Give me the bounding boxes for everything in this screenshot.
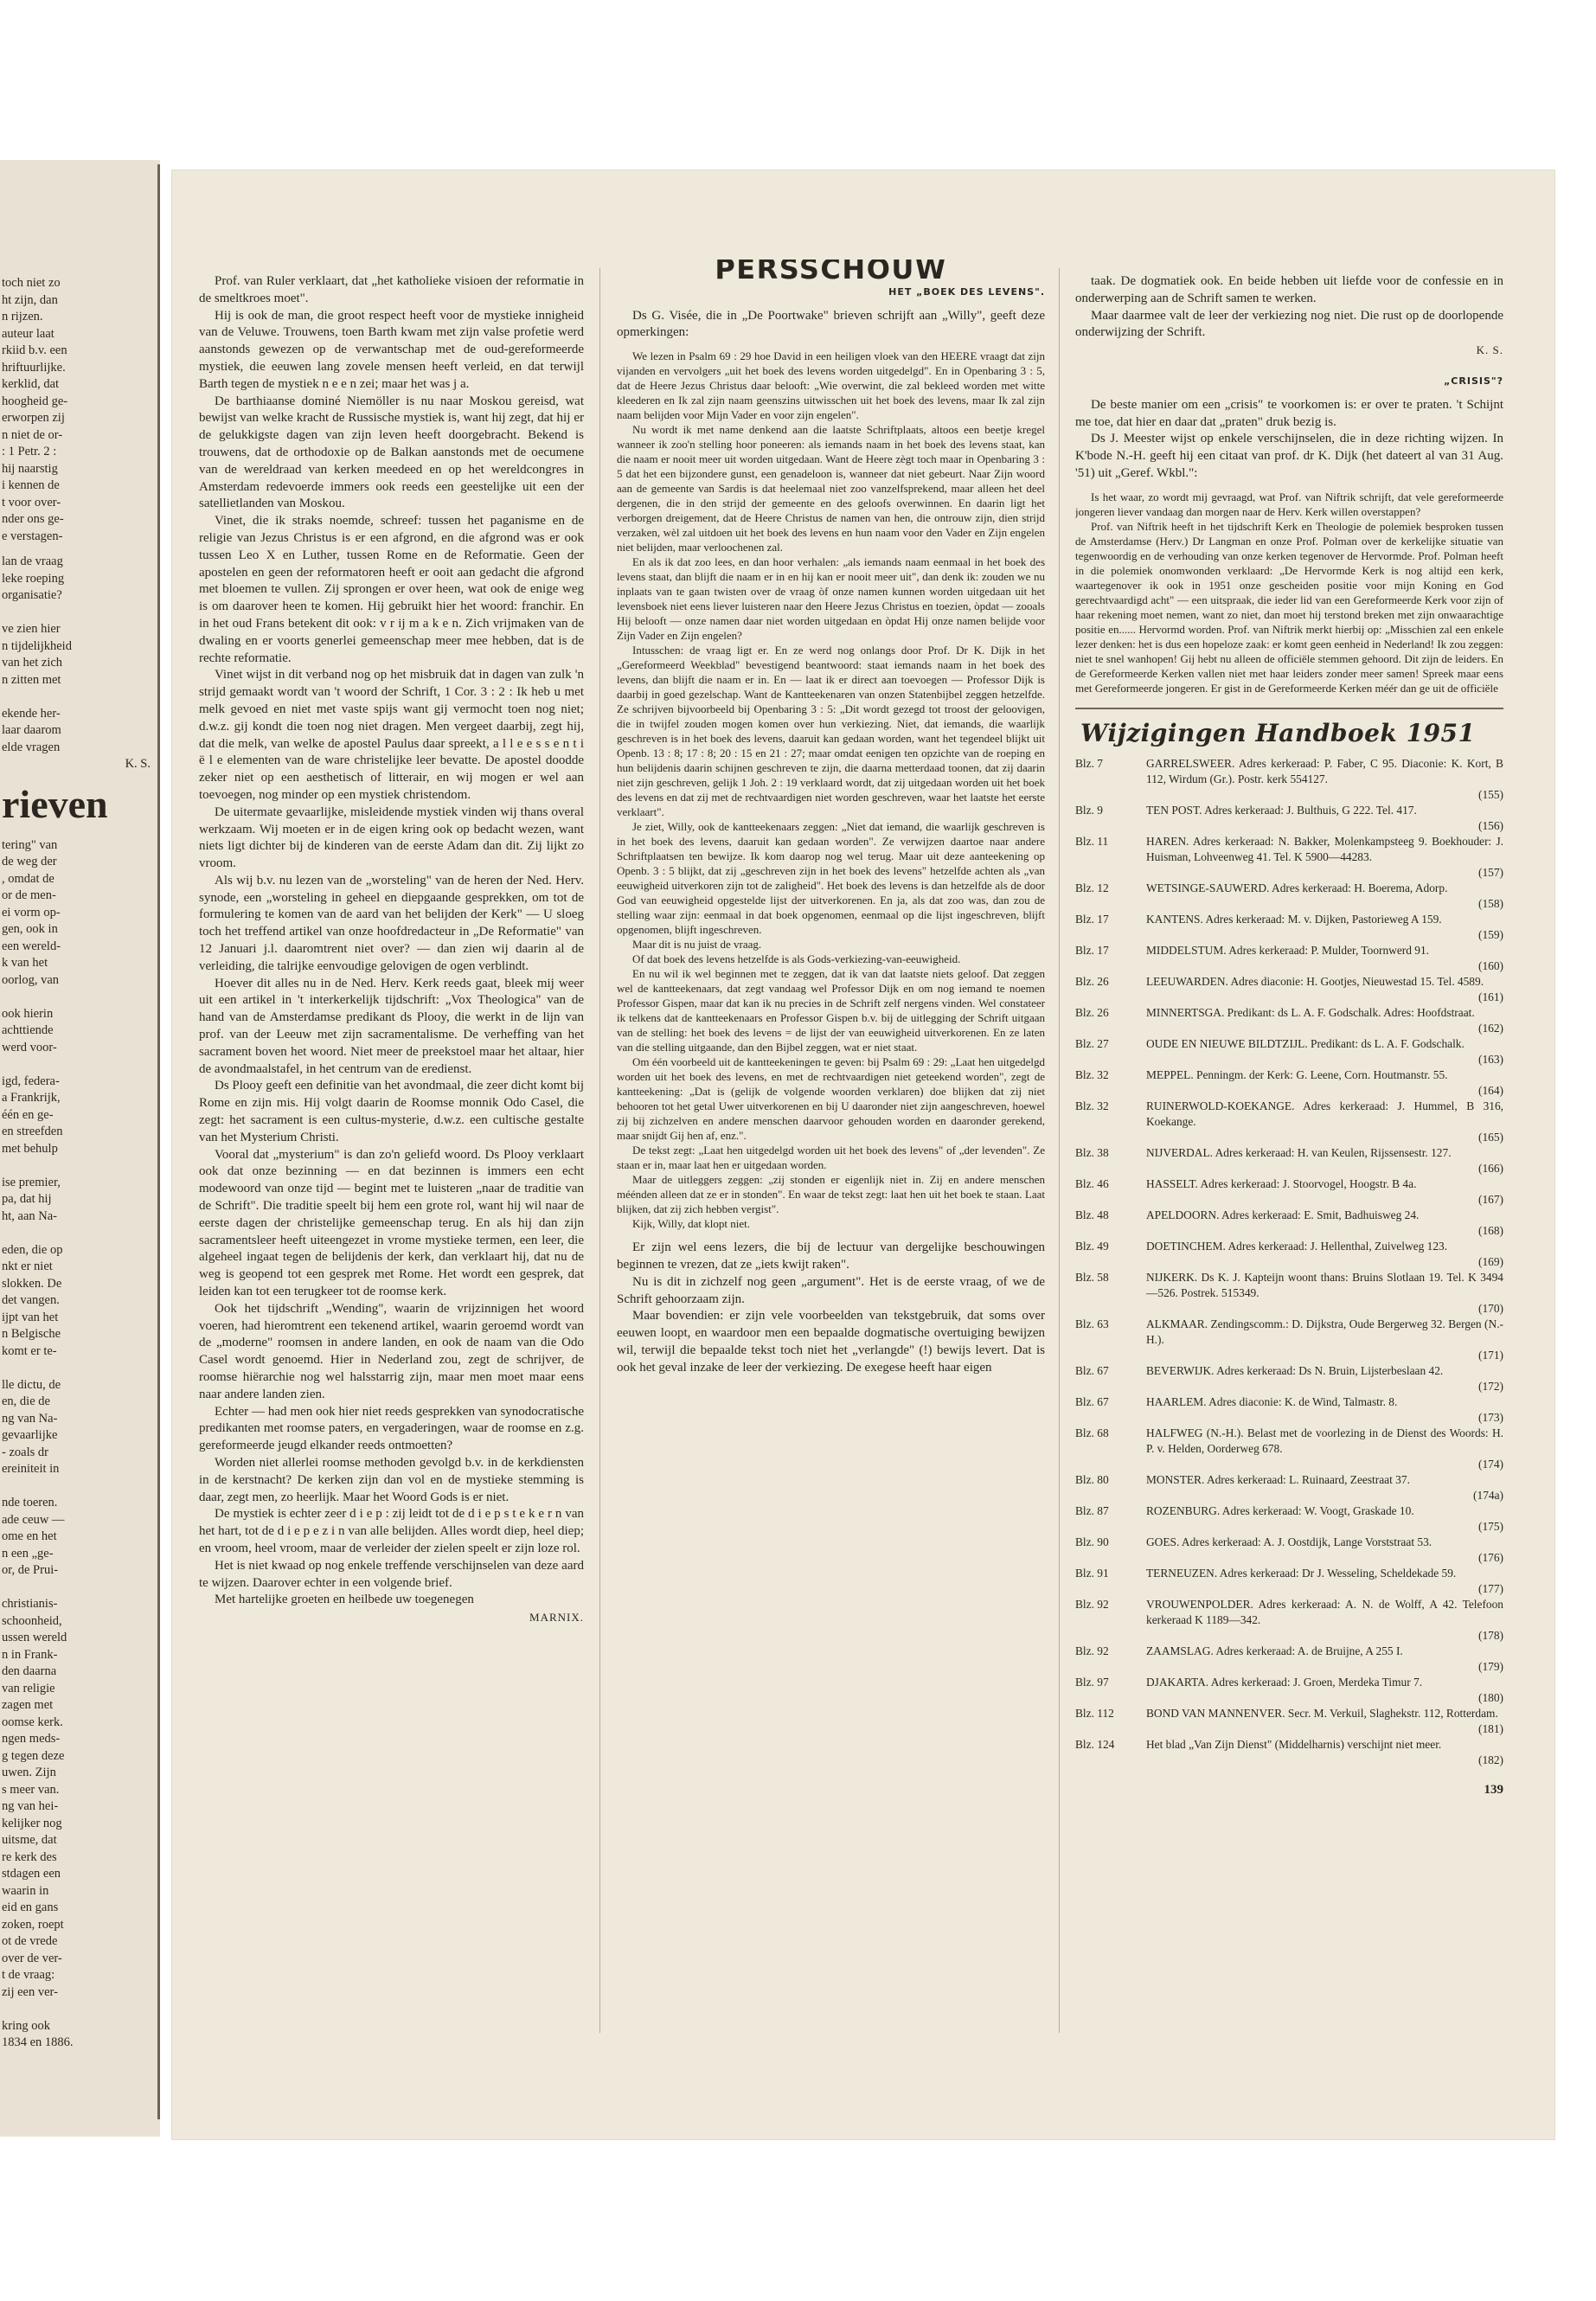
- previous-page-fragment: [2, 275, 151, 2057]
- crisis-text: [1075, 397, 1503, 483]
- entry-text-block: [1146, 1503, 1503, 1535]
- entry-text-block: [1146, 1099, 1503, 1145]
- entry-number: (177): [1477, 1581, 1503, 1595]
- entry-page-ref: Blz. 17: [1075, 912, 1109, 926]
- quote-paragraph: En nu wil ik wel beginnen met te zeggen, dat ik van dat laatste niets geloof. Dat zeggen wel de kantteekenaars, dat zegt vandaag wel Professor Dijk en om nog iemand te noemen Professor Gispen, maar dat kan ik nu precies in de Schrift zelf nergens vinden. Wel constateer ik telkens dat de kantteekenaars en Professor Gispen b.v. bij de uitlegging der Schrift uitgaan van de stelling: het boek des levens = de lijst der van eeuwigheid uitverkorenen. En ze laten van die stelling uitgaande, dan den Bijbel zeggen, wat er niet staat.: [617, 967, 1045, 1054]
- entry-text-block: [1146, 1675, 1503, 1706]
- entry-number: (158): [1477, 896, 1503, 910]
- handboek-entry: [1075, 1472, 1503, 1503]
- handboek-entry: [1075, 912, 1503, 943]
- entry-text: MEPPEL. Penningm. der Kerk: G. Leene, Corn. Houtmanstr. 55.: [1146, 1067, 1448, 1081]
- entry-page-ref: Blz. 68: [1075, 1426, 1109, 1439]
- handboek-entry: [1075, 881, 1503, 912]
- entry-text-block: [1146, 803, 1503, 834]
- entry-page-ref: Blz. 58: [1075, 1270, 1109, 1284]
- crisis-paragraph: De beste manier om een „crisis" te voorkomen is: er over te praten. 't Schijnt me toe, dat hier en daar dat „praten" druk bezig is.: [1075, 397, 1503, 429]
- quote-paragraph: Je ziet, Willy, ook de kantteekenaars zeggen: „Niet dat iemand, die waarlijk geschreven is in het boek des levens, daaruit kan gedaan worden". Ze verwijzen daartoe naar andere Schriftplaatsen ten bewijze. Ik kom daarop nog wel terug. Maar uit deze aanteekening op Openb. 3 : 5 blijkt, dat zij „geschreven zijn in het boek des levens" hetzelfde achten als „van eeuwigheid uitverkoren zijn tot de zaligheid". Het boek des levens is dan hetzelfde als de door God van eeuwigheid opgestelde lijst der uitverkorenen. En ja, als dat zoo was, dan zou de stelling waar zijn: eenmaal in dat boek opgenomen, eenmaal op die lijst ingeschreven, blijft opgenomen, blijft ingeschreven.: [617, 820, 1045, 937]
- entry-text: LEEUWARDEN. Adres diaconie: H. Gootjes, Nieuwestad 15. Tel. 4589.: [1146, 974, 1484, 988]
- entry-page-ref: Blz. 32: [1075, 1099, 1109, 1112]
- persschouw-paragraph: Maar bovendien: er zijn vele voorbeelden van tekstgebruik, dat soms over eeuwen loopt, en waardoor men een bepaalde dogmatische overtuiging bewijzen wil, terwijl die bepaalde tekst toch niet het „verlangde" (!) bewijs levert. Dat is ook het geval inzake de leer der verkiezing. De exegese heeft haar eigen: [617, 1309, 1045, 1375]
- entry-page-ref: Blz. 87: [1075, 1503, 1109, 1517]
- entry-number: (173): [1477, 1410, 1503, 1424]
- entry-text: HAARLEM. Adres diaconie: K. de Wind, Talmastr. 8.: [1146, 1394, 1398, 1408]
- entry-number: (178): [1477, 1628, 1503, 1642]
- section-separator: [1075, 708, 1503, 709]
- handboek-entry: [1075, 1067, 1503, 1099]
- handboek-entry: [1075, 1644, 1503, 1675]
- persschouw-headline: PERSSCHOUW: [715, 260, 947, 285]
- letter-paragraph: De mystiek is echter zeer d i e p : zij leidt tot de d i e p s t e k e r n van het hart, tot de d i e p e z i n van alle belijden. Alles wordt diep, heel diep; en vroom, heel vroom, maar de verleider der zielen speelt er zijn loze rol.: [199, 1507, 584, 1555]
- fragment-section-heading: rieven: [2, 781, 108, 826]
- entry-text: HASSELT. Adres kerkeraad: J. Stoorvogel, Hoogstr. B 4a.: [1146, 1176, 1417, 1190]
- entry-text: DJAKARTA. Adres kerkeraad: J. Groen, Merdeka Timur 7.: [1146, 1675, 1423, 1689]
- entry-page-ref: Blz. 46: [1075, 1176, 1109, 1190]
- entry-page-ref: Blz. 124: [1075, 1737, 1115, 1751]
- entry-number: (160): [1477, 958, 1503, 972]
- entry-page-ref: Blz. 48: [1075, 1208, 1109, 1221]
- entry-text-block: [1146, 1145, 1503, 1176]
- handboek-entry: [1075, 1675, 1503, 1706]
- column-rule: [599, 268, 600, 2033]
- entry-page-ref: Blz. 49: [1075, 1239, 1109, 1253]
- entry-page-ref: Blz. 90: [1075, 1535, 1109, 1548]
- persschouw-after: [617, 1240, 1045, 1376]
- entry-number: (164): [1477, 1083, 1503, 1097]
- entry-number: (168): [1477, 1223, 1503, 1237]
- quote-paragraph: De tekst zegt: „Laat hen uitgedelgd worden uit het boek des levens" of „der levenden". Ze staan er in, maar laat hen er uitgedaan worden.: [617, 1144, 1045, 1172]
- col3-paragraph: Maar daarmee valt de leer der verkiezing nog niet. Die rust op de doorlopende onderwijzing der Schrift.: [1075, 308, 1503, 340]
- entry-text-block: [1146, 1005, 1503, 1036]
- handboek-entry: [1075, 1363, 1503, 1394]
- letter-paragraph: Worden niet allerlei roomse methoden gevolgd b.v. in de kerkdiensten in de kerstnacht? De kerken zijn dan vol en de mystieke stemming is daar, zegt men, zo heerlijk. Maar het Woord Gods is er niet.: [199, 1455, 584, 1504]
- entry-text: GOES. Adres kerkeraad: A. J. Oostdijk, Lange Vorststraat 53.: [1146, 1535, 1433, 1548]
- entry-text: HALFWEG (N.-H.). Belast met de voorlezing in de Dienst des Woords: H. P. v. Helden, Oorderweg 678.: [1146, 1426, 1503, 1455]
- entry-text: HAREN. Adres kerkeraad: N. Bakker, Molenkampsteeg 9. Boekhouder: J. Huisman, Lohveenweg 41. Tel. K 5900—44283.: [1146, 834, 1503, 863]
- entry-number: (166): [1477, 1161, 1503, 1175]
- entry-text: BEVERWIJK. Adres kerkeraad: Ds N. Bruin, Lijsterbeslaan 42.: [1146, 1363, 1444, 1377]
- letter-paragraph: Vinet wijst in dit verband nog op het misbruik dat in dagen van zulk 'n strijd gemaakt wordt van 't woord der Schrift, 1 Cor. 3 : 2 : Ik heb u met melk gevoed en niet met vaste spijs want gij vermocht toen nog niet; d.w.z. gij kondt die toen nog niet dragen. Men vergeet daarbij, zegt hij, dat die melk, van welke de apostel Paulus daar spreekt, a l l e e s s e n t i ë l e elementen van de ware christelijke leer bevatte. De apostel doodde zeker niet op een aesthetisch of litterair, en wij mogen er wel aan toevoegen, nog minder op een mystiek christendom.: [199, 668, 584, 802]
- letter-paragraph: Het is niet kwaad op nog enkele treffende verschijnselen van deze aard te wijzen. Daarover echter in een volgende brief.: [199, 1558, 584, 1590]
- fragment-signature: K. S.: [125, 757, 151, 771]
- entry-text: Het blad „Van Zijn Dienst" (Middelharnis) verschijnt niet meer.: [1146, 1737, 1442, 1751]
- handboek-entry: [1075, 943, 1503, 974]
- entry-text: ROZENBURG. Adres kerkeraad: W. Voogt, Graskade 10.: [1146, 1503, 1414, 1517]
- column-1-letter: [199, 273, 584, 2047]
- quote-paragraph: We lezen in Psalm 69 : 29 hoe David in een heiligen vloek van den HEERE vraagt dat zijn vijanden en vervolgers „uit het boek des levens worden uitgedelgd". En in Openbaring 3 : 5, dat de Heere Jezus Christus daar belooft: „Wie overwint, die zal bekleed worden met witte kleederen en Ik zal zijn naam geenszins uitwisschen uit het boek des levens, maar Ik zal zijn naam belijden voor Mijn Vader en voor zijn engelen".: [617, 349, 1045, 422]
- entry-text: TEN POST. Adres kerkeraad: J. Bulthuis, G 222. Tel. 417.: [1146, 803, 1417, 817]
- crisis-quote-paragraph: Is het waar, zo wordt mij gevraagd, wat Prof. van Niftrik schrijft, dat vele gereformeerde jongeren liever vandaag dan morgen naar de Herv. Kerk willen overstappen?: [1075, 490, 1503, 518]
- handboek-entry: [1075, 1597, 1503, 1644]
- entry-page-ref: Blz. 63: [1075, 1317, 1109, 1330]
- entry-page-ref: Blz. 67: [1075, 1394, 1109, 1408]
- entry-text: KANTENS. Adres kerkeraad: M. v. Dijken, Pastorieweg A 159.: [1146, 912, 1442, 926]
- entry-number: (176): [1477, 1550, 1503, 1564]
- entry-text-block: [1146, 756, 1503, 803]
- entry-text-block: [1146, 1426, 1503, 1472]
- handboek-entry: [1075, 1426, 1503, 1472]
- letter-paragraph: De barthiaanse dominé Niemöller is nu naar Moskou gereisd, wat bewijst van welke kracht de Russische mystiek is, want hij zegt, dat hij er de gelukkigste dagen van zijn leven heeft doorgebracht. Bekend is trouwens, dat de orthodoxie op de Balkan aanstonds met de oecumene van de wereldraad van kerken meedeed en op het wereldcongres in Amsterdam redevoerde immers ook reeds een geestelijke uit een der satellietlanden van Moskou.: [199, 394, 584, 511]
- entry-text: GARRELSWEER. Adres kerkeraad: P. Faber, C 95. Diaconie: K. Kort, B 112, Wirdum (Gr.). Postr. kerk 554127.: [1146, 756, 1503, 785]
- entry-number: (181): [1477, 1721, 1503, 1735]
- entry-text: APELDOORN. Adres kerkeraad: E. Smit, Badhuisweg 24.: [1146, 1208, 1420, 1221]
- entry-text-block: [1146, 1394, 1503, 1426]
- handboek-entry: [1075, 1317, 1503, 1363]
- entry-text-block: [1146, 1317, 1503, 1363]
- entry-number: (162): [1477, 1021, 1503, 1035]
- quote-paragraph: Intusschen: de vraag ligt er. En ze werd nog onlangs door Prof. Dr K. Dijk in het „Gereformeerd Weekblad" bevestigend beantwoord: staat iemands naam in het boek des levens, dan blijft die naam er in. En — laat ik er direct aan toevoegen — Professor Dijk is daarbij in goed gezelschap. Want de Kantteekenaren van onzen Statenbijbel zeggen hetzelfde. Ze schrijven bijvoorbeeld bij Openbaring 3 : 5: „Dit wordt gezegd tot troost der geloovigen, die in twijfel zouden mogen komen over hun verkiezing. Niet, dat iemands, die waarlijk geschreven is in het boek des levens, daaruit kan gedaan worden, want het tegendeel blijkt uit Openb. 13 : 8; 17 : 8; 20 : 15 en 21 : 27; maar omdat eenigen ten opzichte van de roeping en hun belijdenis daarin schijnen geschreven te zijn, die daarna metterdaad toonen, dat zij daarin niet zijn geschreven, gelijk 1 Joh. 2 : 19 verklaard wordt, dat zij uitgedaan worden uit het boek des levens en dat zij met de rechtvaardigen niet worden geschreven, waar het laatste het eerste verklaart".: [617, 644, 1045, 819]
- handboek-entry: [1075, 1239, 1503, 1270]
- entry-number: (167): [1477, 1192, 1503, 1206]
- fragment-text-top: toch niet zo ht zijn, dan n rijzen. auteur laat rkiid b.v. een hriftuurlijke. kerklid, dat hoogheid ge- erworpen zij n niet de or- : 1 Petr. 2 : hij naarstig i kennen de t voor over- nder ons ge- e verstagen-: [2, 276, 68, 543]
- entry-number: (163): [1477, 1052, 1503, 1066]
- entry-page-ref: Blz. 17: [1075, 943, 1109, 957]
- entry-number: (172): [1477, 1379, 1503, 1393]
- entry-text: MONSTER. Adres kerkeraad: L. Ruinaard, Zeestraat 37.: [1146, 1472, 1410, 1486]
- crisis-paragraph: Ds J. Meester wijst op enkele verschijnselen, die in deze richting wijzen. In K'bode N.-H. geeft hij een citaat van prof. dr K. Dijk (het dateert al van 31 Aug. '51) uit „Geref. Wkbl.":: [1075, 432, 1503, 480]
- persschouw-quote: [617, 349, 1045, 1231]
- entry-text: MINNERTSGA. Predikant: ds L. A. F. Godschalk. Adres: Hoofdstraat.: [1146, 1005, 1475, 1019]
- entry-text-block: [1146, 943, 1503, 974]
- entry-number: (174): [1477, 1457, 1503, 1471]
- entry-text: WETSINGE-SAUWERD. Adres kerkeraad: H. Boerema, Adorp.: [1146, 881, 1448, 894]
- entry-page-ref: Blz. 38: [1075, 1145, 1109, 1159]
- handboek-entry: [1075, 1706, 1503, 1737]
- handboek-entry: [1075, 803, 1503, 834]
- letter-paragraph: Hoever dit alles nu in de Ned. Herv. Kerk reeds gaat, bleek mij weer uit een artikel in 't interkerkelijk tijdschrift: „Vox Theologica" van de hand van de Amsterdamse predikant ds Plooy, die werkt in de lijn van prof. van der Leeuw met zijn sacramentalisme. De verheffing van het sacrament boven het woord. Niet meer de preekstoel maar het altaar, hier de avondmaalstafel, in het centrum van de eredienst.: [199, 976, 584, 1076]
- entry-text: NIJVERDAL. Adres kerkeraad: H. van Keulen, Rijssensestr. 127.: [1146, 1145, 1452, 1159]
- col3-paragraph: taak. De dogmatiek ook. En beide hebben uit liefde voor de confessie en in onderwerping aan de Schrift samen te werken.: [1075, 274, 1503, 305]
- entry-text: OUDE EN NIEUWE BILDTZIJL. Predikant: ds L. A. F. Godschalk.: [1146, 1036, 1465, 1050]
- column-2-persschouw: [617, 260, 1045, 2041]
- entry-text-block: [1146, 1706, 1503, 1737]
- column-rule: [1059, 268, 1060, 2033]
- letter-paragraph: Als wij b.v. nu lezen van de „worsteling" van de heren der Ned. Herv. synode, een „worsteling in geheel en diepgaande gesprekken, om tot de formulering te komen van de aard van het belijden der Kerk" — U sloeg toch het treffend artikel van onze hoofdredacteur in „De Reformatie" van 12 Januari j.l. daaromtrent niet over? — dan zien wij daarin al de verleiding, die talrijke eenvoudige gelovigen de ogen verblindt.: [199, 873, 584, 973]
- handboek-title: Wijzigingen Handboek 1951: [1080, 718, 1476, 747]
- entry-page-ref: Blz. 9: [1075, 803, 1103, 817]
- handboek-entry: [1075, 834, 1503, 881]
- entry-text: MIDDELSTUM. Adres kerkeraad: P. Mulder, Toornwerd 91.: [1146, 943, 1430, 957]
- fragment-text-lower: tering" van de weg der , omdat de or de men- ei vorm op- gen, ook in een wereld- k van het oorlog, van ook hierin achttiende werd voor- igd, federa- a Frankrijk, één en ge- en streefden met behulp ise premier, pa, dat hij ht, aan Na- eden, die op nkt er niet slokken. De det vangen. ijpt van het n Belgische komt er te- lle dictu, de en, die de ng van Na- gevaarlijke - zoals dr ereiniteit in nde toeren. ade ceuw — ome en het n een „ge- or, de Prui- christianis- schoonheid, ussen wereld n in Frank- den daarna van religie zagen met oomse kerk. ngen meds- g tegen deze uwen. Zijn s meer van. ng van hei- kelijker nog uitsme, dat re kerk des stdagen een waarin in eid en gans zoken, roept ot de vrede over de ver- t de vraag: zij een ver- kring ook 1834 en 1886.: [2, 837, 74, 2049]
- entry-text-block: [1146, 1566, 1503, 1597]
- letter-paragraph: Ds Plooy geeft een definitie van het avondmaal, die zeer dicht komt bij Rome en zijn mis. Hij volgt daarin de Roomse monnik Odo Casel, die zegt: het sacrament is een cultus-mysterie, d.w.z. een cultische gestalte van het Mysterium Christi.: [199, 1079, 584, 1144]
- entry-number: (179): [1477, 1659, 1503, 1673]
- persschouw-paragraph: Nu is dit in zichzelf nog geen „argument". Het is de eerste vraag, of we de Schrift gehoorzaam zijn.: [617, 1274, 1045, 1306]
- letter-paragraph: Ook het tijdschrift „Wending", waarin de vrijzinnigen het woord voeren, had hieromtrent een tekenend artikel, waarin geroemd wordt van de „moderne" roomsen in andere landen, en ook de naam van die Odo Casel wordt genoemd. Hier in Nederland zou, zegt de schrijver, de roomse hiërarchie nog wel halsstarrig zijn, maar men moet maar eens naar andere landen zien.: [199, 1301, 584, 1401]
- quote-paragraph: Maar de uitleggers zeggen: „zij stonden er eigenlijk niet in. Zij en andere menschen méénden alleen dat ze er in stonden". En waar de tekst zegt: laat hen uit het boek te staan. Laat blijken, dat zij zich hebben vergist".: [617, 1173, 1045, 1216]
- entry-text: NIJKERK. Ds K. J. Kapteijn woont thans: Bruins Slotlaan 19. Tel. K 3494—526. Postrek. 515349.: [1146, 1270, 1503, 1299]
- entry-number: (171): [1477, 1348, 1503, 1362]
- entry-page-ref: Blz. 80: [1075, 1472, 1109, 1486]
- handboek-entry: [1075, 1535, 1503, 1566]
- handboek-entry: [1075, 756, 1503, 803]
- letter-paragraph: Hij is ook de man, die groot respect heeft voor de mystieke innigheid van de Veluwe. Trouwens, toen Barth kwam met zijn valse profetie werd aanstonds gewezen op de verwantschap met de oud-gereformeerde mystiek, die eeuwen lang zovele mensen heeft verleid, en dat terwijl Barth tegen de mystiek n e e n zei; maar het was j a.: [199, 308, 584, 391]
- quote-paragraph: Kijk, Willy, dat klopt niet.: [632, 1217, 750, 1231]
- persschouw-paragraph: Er zijn wel eens lezers, die bij de lectuur van dergelijke beschouwingen beginnen te vrezen, dat ze „iets kwijt raken".: [617, 1240, 1045, 1272]
- entry-text: TERNEUZEN. Adres kerkeraad: Dr J. Wesseling, Scheldekade 59.: [1146, 1566, 1457, 1580]
- entry-text-block: [1146, 912, 1503, 943]
- entry-text: VROUWENPOLDER. Adres kerkeraad: A. N. de Wolff, A 42. Telefoon kerkeraad K 1189—342.: [1146, 1597, 1503, 1626]
- handboek-entry: [1075, 1737, 1503, 1768]
- entry-text: RUINERWOLD-KOEKANGE. Adres kerkeraad: J. Hummel, B 316, Koekange.: [1146, 1099, 1503, 1128]
- entry-page-ref: Blz. 91: [1075, 1566, 1109, 1580]
- handboek-entry: [1075, 1176, 1503, 1208]
- entry-page-ref: Blz. 32: [1075, 1067, 1109, 1081]
- entry-number: (157): [1477, 865, 1503, 879]
- quote-paragraph: En als ik dat zoo lees, en dan hoor verhalen: „als iemands naam eenmaal in het boek des levens staat, dan blijft die naam er in en hij kan er nooit meer uit", dan denk ik: zouden we nu inplaats van te gaan twisten over de vraag òf onze namen kunnen worden uitgedaan uit het levensboek niet eens liever luisteren naar den Heere Jezus Christus en toezien, òpdat — zooals Hij belooft — onze namen daar niet worden uitgedaan en òpdat Hij onze namen belijde voor Zijn Vader en Zijn engelen?: [617, 555, 1045, 643]
- handboek-entry: [1075, 1394, 1503, 1426]
- col3-top-signature: K. S.: [1476, 343, 1503, 357]
- entry-text: BOND VAN MANNENVER. Secr. M. Verkuil, Slaghekstr. 112, Rotterdam.: [1146, 1706, 1498, 1720]
- fragment-text-mid: lan de vraag leke roeping organisatie? ve zien hier n tijdelijkheid van het zich n zitten met ekende her- laar daarom elde vragen: [2, 554, 72, 754]
- handboek-entry: [1075, 1145, 1503, 1176]
- entry-text-block: [1146, 1363, 1503, 1394]
- entry-page-ref: Blz. 112: [1075, 1706, 1114, 1720]
- entry-text-block: [1146, 1472, 1503, 1503]
- entry-number: (170): [1477, 1301, 1503, 1315]
- letter-paragraph: Prof. van Ruler verklaart, dat „het katholieke visioen der reformatie in de smeltkroes moet".: [199, 274, 584, 305]
- handboek-entries: [1075, 756, 1503, 1768]
- col3-top-text: [1075, 273, 1503, 342]
- entry-page-ref: Blz. 12: [1075, 881, 1109, 894]
- entry-text-block: [1146, 1644, 1503, 1675]
- letter-signature: MARNIX.: [529, 1611, 584, 1625]
- entry-number: (180): [1477, 1690, 1503, 1704]
- entry-text-block: [1146, 834, 1503, 881]
- entry-text-block: [1146, 1176, 1503, 1208]
- letter-paragraph: Vooral dat „mysterium" is dan zo'n geliefd woord. Ds Plooy verklaart ook dat onze bezinning — en dat bezinnen is immers een echt modewoord van onze tijd — begint met te luisteren „naar de traditie van de Schrift". Die traditie speelt bij hem een grote rol, want hij wil naar de eerste dagen der christelijke gemeenschap terug. En als hij dan zijn sacramentsleer heeft uiteengezet in vrome mystieke termen, een leer, die algeheel ingaat tegen de belijdenis der kerk, dan verklaart hij, dat nu de weg is geopend tot een gesprek met Rome. Het wordt een gesprek, dat leiden kan tot een terugkeer tot de roomse kerk.: [199, 1147, 584, 1299]
- entry-page-ref: Blz. 7: [1075, 756, 1103, 770]
- crisis-heading: „CRISIS"?: [1444, 375, 1503, 387]
- entry-page-ref: Blz. 92: [1075, 1644, 1109, 1657]
- entry-page-ref: Blz. 27: [1075, 1036, 1109, 1050]
- column-3: [1075, 273, 1503, 2073]
- entry-number: (165): [1477, 1130, 1503, 1144]
- entry-number: (182): [1477, 1753, 1503, 1766]
- persschouw-intro: Ds G. Visée, die in „De Poortwake" brieven schrijft aan „Willy", geeft deze opmerkingen:: [617, 308, 1045, 340]
- binding-gutter: [157, 164, 160, 2119]
- crisis-quote-paragraph: Prof. van Niftrik heeft in het tijdschrift Kerk en Theologie de polemiek besproken tussen de Amsterdamse (Herv.) Dr Langman en onze Prof. Polman over de kerkelijke situatie van tegenwoordig en de verhouding van onze kerken tegenover de Hervormde. Prof. Polman heeft in die polemiek onomwonden verklaard: „De Hervormde Kerk is nog altijd een kerk, waartegenover ik ook in 1951 onze gescheiden positie voor mijn Koning en God gerechtvaardigd acht" — een uitspraak, die ieder lid van een Gereformeerde Kerk voor zijn of haar rekening moet nemen, want zo niet, dan moet hij terstond breken met zijn onwaarachtige positie en...... Hervormd worden. Prof. van Niftrik merkt hierbij op: „Misschien zal een enkele lezer denken: het is dus een hopeloze zaak: er komt geen eenheid in Nederland! Ik zou zeggen: niet te snel wanhopen! Gij hebt nu alleen de officiële stemmen gehoord. Dit zijn de leiders. En de Gereformeerde Kerken vallen niet met haar leiders zonder meer samen! Spreek maar eens met Gereformeerde jongeren. Er gist in de Gereformeerde Kerken méér dan ge uit de officiële: [1075, 519, 1503, 695]
- entry-text-block: [1146, 1737, 1503, 1768]
- entry-number: (169): [1477, 1254, 1503, 1268]
- handboek-entry: [1075, 1208, 1503, 1239]
- letter-paragraph: Echter — had men ook hier niet reeds gesprekken van synodocratische predikanten met roomse paters, en vergaderingen, waar de roomse en z.g. gereformeerde jeugd elkander reeds ontmoetten?: [199, 1404, 584, 1453]
- page-number: 139: [1484, 1782, 1503, 1797]
- handboek-entry: [1075, 1566, 1503, 1597]
- handboek-entry: [1075, 1503, 1503, 1535]
- entry-text: DOETINCHEM. Adres kerkeraad: J. Hellenthal, Zuivelweg 123.: [1146, 1239, 1448, 1253]
- entry-text-block: [1146, 881, 1503, 912]
- entry-number: (159): [1477, 927, 1503, 941]
- entry-text: ALKMAAR. Zendingscomm.: D. Dijkstra, Oude Bergerweg 32. Bergen (N.-H.).: [1146, 1317, 1503, 1346]
- entry-number: (175): [1477, 1519, 1503, 1533]
- handboek-entry: [1075, 1270, 1503, 1317]
- entry-text-block: [1146, 1597, 1503, 1644]
- entry-text: ZAAMSLAG. Adres kerkeraad: A. de Bruijne, A 255 I.: [1146, 1644, 1403, 1657]
- persschouw-subhead: HET „BOEK DES LEVENS".: [888, 285, 1045, 298]
- letter-paragraph: De uitermate gevaarlijke, misleidende mystiek vinden wij thans overal werkzaam. Wij moeten er in de eigen kring ook op bedacht wezen, want niets ligt dichter bij de kinderen van de eerste Adam dan dit. Zij lijkt zo vroom.: [199, 804, 584, 871]
- entry-text-block: [1146, 1067, 1503, 1099]
- entry-text-block: [1146, 1270, 1503, 1317]
- entry-number: (155): [1477, 787, 1503, 801]
- handboek-entry: [1075, 1005, 1503, 1036]
- entry-page-ref: Blz. 67: [1075, 1363, 1109, 1377]
- handboek-entry: [1075, 1099, 1503, 1145]
- letter-paragraph: Vinet, die ik straks noemde, schreef: tussen het paganisme en de religie van Jezus Christus is er een afgrond, en die afgrond was er ook tussen Leo X en Luther, tussen Rome en de Reformatie. Geen der apostelen en geen der reformatoren heeft er ooit aan gedacht die afgrond met bloemen te vullen. Zij sprongen er over heen, wat ook de enige weg is om daarover heen te komen. Hij gebruikt hier het woord: franchir. En in het oud Frans betekent dit ook: v r ij m a k e n. Zich vrijmaken van de dwaling en er voorts generlei gemeenschap meer mee hebben, dat is de rechte reformatie.: [199, 514, 584, 665]
- quote-paragraph: Om één voorbeeld uit de kantteekeningen te geven: bij Psalm 69 : 29: „Laat hen uitgedelgd worden uit het boek des levens, en met de rechtvaardigen niet geteekend worden", zegt de kantteekening: „Dat is (gelijk de volgende woorden verklaren) doe blijken dat zij niet behooren tot het getal Uwer uitverkorenen en bij U daaronder niet zijn aangeschreven, hoewel zij bij zichzelven en andere menschen daarvoor gehouden worden en daaronder gerekend, maar snijdt Gij hen af, enz.".: [617, 1055, 1045, 1143]
- entry-page-ref: Blz. 97: [1075, 1675, 1109, 1689]
- entry-text-block: [1146, 974, 1503, 1005]
- quote-paragraph: Of dat boek des levens hetzelfde is als Gods-verkiezing-van-eeuwigheid.: [632, 952, 961, 966]
- crisis-quote: [1075, 490, 1503, 695]
- entry-number: (156): [1477, 818, 1503, 832]
- entry-text-block: [1146, 1239, 1503, 1270]
- entry-page-ref: Blz. 26: [1075, 974, 1109, 988]
- entry-page-ref: Blz. 11: [1075, 834, 1109, 848]
- handboek-entry: [1075, 974, 1503, 1005]
- handboek-entry: [1075, 1036, 1503, 1067]
- entry-page-ref: Blz. 92: [1075, 1597, 1109, 1611]
- entry-text-block: [1146, 1535, 1503, 1566]
- quote-paragraph: Maar dit is nu juist de vraag.: [632, 938, 762, 952]
- entry-text-block: [1146, 1036, 1503, 1067]
- entry-text-block: [1146, 1208, 1503, 1239]
- quote-paragraph: Nu wordt ik met name denkend aan die laatste Schriftplaats, altoos een beetje kregel wanneer ik zoo'n stelling hoor poneeren: als iemands naam in het boek des levens staat, kan die naam er nooit meer uit worden uitgedaan. Want de Heere zègt toch maar in Openbaring 3 : 5 dat het een bijzondere gunst, een genadeloon is, wanneer dat niet gebeurt. Naar Zijn woord aan de gemeente van Sardis is dat heelemaal niet zoo vanzelfsprekend, maar alleen het deel dergenen, die in den strijd der gemeente en des geloofs overwinnen. En daarin ligt het verborgen dreigement, dat de Heere Christus de namen van hen, die ontrouw zijn, dien strijd verzaken, wèl zal uitdoen uit het boek des levens en hun naam voor den Vader en Zijn engelen niet belijden, maar verloochenen zal.: [617, 423, 1045, 554]
- letter-paragraph: Met hartelijke groeten en heilbede uw toegenegen: [215, 1593, 474, 1607]
- entry-page-ref: Blz. 26: [1075, 1005, 1109, 1019]
- entry-number: (161): [1477, 990, 1503, 1003]
- entry-number: (174a): [1473, 1488, 1503, 1502]
